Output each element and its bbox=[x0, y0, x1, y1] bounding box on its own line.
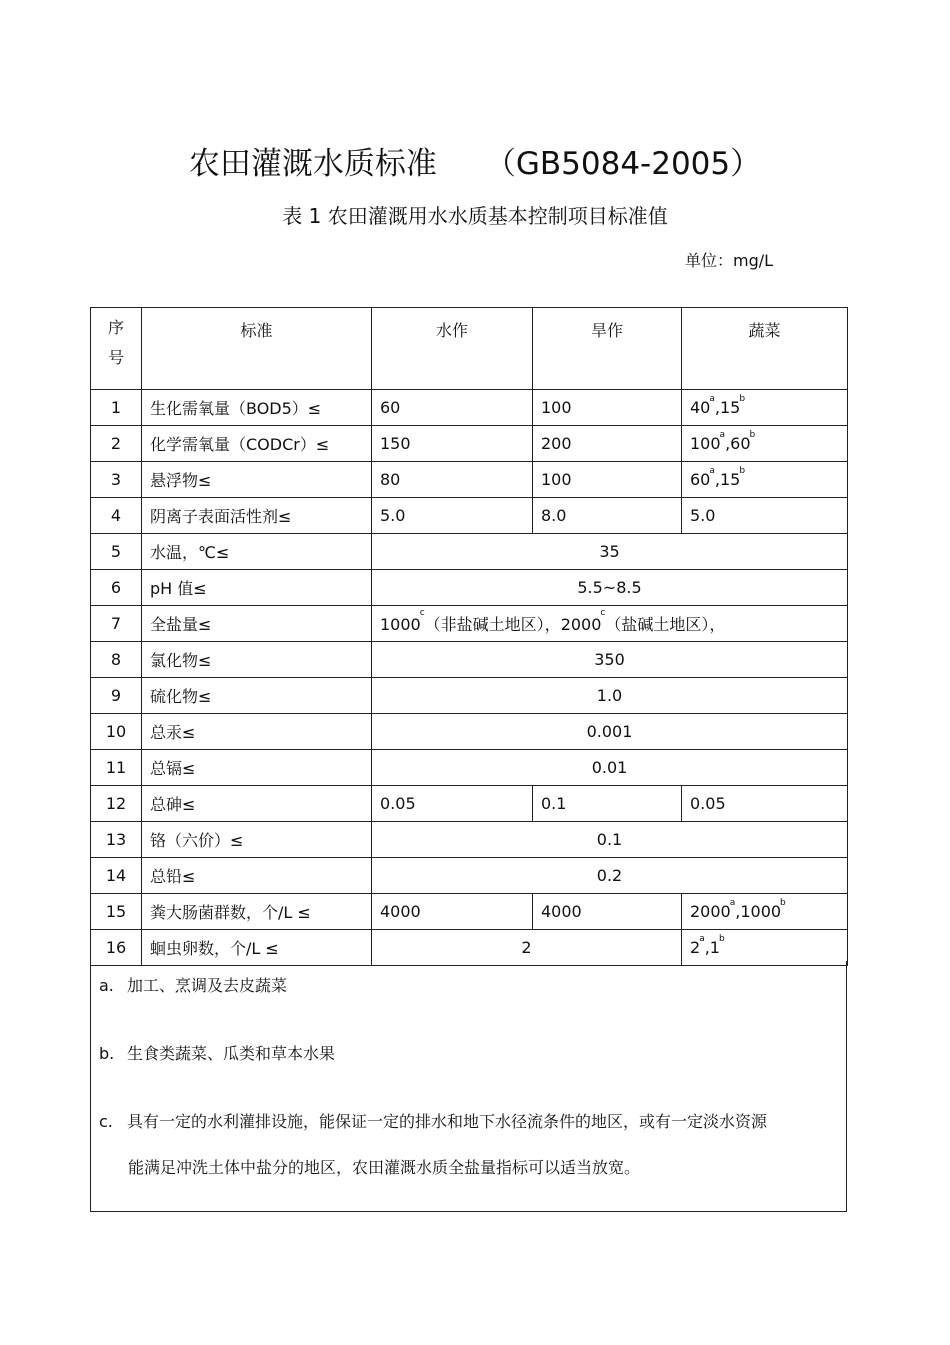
paddy-value: 4000 bbox=[372, 894, 533, 930]
row-number: 16 bbox=[91, 930, 142, 966]
row-number: 10 bbox=[91, 714, 142, 750]
table-row bbox=[91, 642, 848, 678]
header-seq: 序 号 bbox=[91, 308, 142, 390]
row-number: 8 bbox=[91, 642, 142, 678]
all-crops-value: 0.1 bbox=[372, 822, 848, 858]
row-number: 14 bbox=[91, 858, 142, 894]
row-number: 9 bbox=[91, 678, 142, 714]
row-item: 悬浮物≤ bbox=[142, 462, 372, 498]
table-row bbox=[91, 894, 848, 930]
table-row bbox=[91, 606, 848, 642]
all-crops-value: 0.001 bbox=[372, 714, 848, 750]
row-item: 生化需氧量（BOD5）≤ bbox=[142, 390, 372, 426]
row-item: 总铅≤ bbox=[142, 858, 372, 894]
row-number: 5 bbox=[91, 534, 142, 570]
table-notes bbox=[90, 961, 847, 1212]
note-text-continued: 能满足冲洗土体中盐分的地区，农田灌溉水质全盐量指标可以适当放宽。 bbox=[128, 1158, 641, 1177]
row-item: 蛔虫卵数，个/L ≤ bbox=[142, 930, 372, 966]
table-row bbox=[91, 390, 848, 426]
all-crops-value: 1000$^c$（非盐碱土地区），2000$^c$（盐碱土地区）， bbox=[372, 606, 848, 642]
dry-value: 0.1 bbox=[533, 786, 682, 822]
table-row bbox=[91, 570, 848, 606]
row-number: 12 bbox=[91, 786, 142, 822]
row-item: 铬（六价）≤ bbox=[142, 822, 372, 858]
row-number: 1 bbox=[91, 390, 142, 426]
all-crops-value: 5.5~8.5 bbox=[372, 570, 848, 606]
note-text: 加工、烹调及去皮蔬菜 bbox=[127, 976, 288, 995]
veg-value: 2000$^a$,1000$^b$ bbox=[682, 894, 848, 930]
paddy-value: 80 bbox=[372, 462, 533, 498]
table-row bbox=[91, 534, 848, 570]
row-number: 2 bbox=[91, 426, 142, 462]
note-b bbox=[99, 1042, 842, 1066]
dry-value: 4000 bbox=[533, 894, 682, 930]
header-dry: 旱作 bbox=[533, 308, 682, 390]
table-row bbox=[91, 498, 848, 534]
veg-value: 40$^a$,15$^b$ bbox=[682, 390, 848, 426]
row-item: 总砷≤ bbox=[142, 786, 372, 822]
page-title bbox=[0, 138, 950, 183]
note-label: b. bbox=[99, 1044, 115, 1063]
dry-value: 100 bbox=[533, 462, 682, 498]
table-row bbox=[91, 750, 848, 786]
row-item: 全盐量≤ bbox=[142, 606, 372, 642]
header-veg: 蔬菜 bbox=[682, 308, 848, 390]
dry-value: 200 bbox=[533, 426, 682, 462]
dry-value: 100 bbox=[533, 390, 682, 426]
all-crops-value: 350 bbox=[372, 642, 848, 678]
veg-value: 5.0 bbox=[682, 498, 848, 534]
row-item: 硫化物≤ bbox=[142, 678, 372, 714]
table-caption: 表 1 农田灌溉用水水质基本控制项目标准值 bbox=[282, 204, 668, 228]
table-row bbox=[91, 678, 848, 714]
paddy-value: 60 bbox=[372, 390, 533, 426]
row-number: 13 bbox=[91, 822, 142, 858]
row-number: 7 bbox=[91, 606, 142, 642]
row-number: 6 bbox=[91, 570, 142, 606]
title-main: 农田灌溉水质标准 bbox=[188, 146, 437, 182]
note-c bbox=[99, 1110, 842, 1180]
table-row bbox=[91, 858, 848, 894]
row-number: 11 bbox=[91, 750, 142, 786]
row-item: pH 值≤ bbox=[142, 570, 372, 606]
note-text: 具有一定的水利灌排设施，能保证一定的排水和地下水径流条件的地区，或有一定淡水资源 bbox=[127, 1112, 768, 1131]
row-item: 总汞≤ bbox=[142, 714, 372, 750]
table-row bbox=[91, 786, 848, 822]
row-item: 氯化物≤ bbox=[142, 642, 372, 678]
veg-value: 0.05 bbox=[682, 786, 848, 822]
header-paddy: 水作 bbox=[372, 308, 533, 390]
title-code: （GB5084-2005） bbox=[484, 146, 762, 182]
row-item: 总镉≤ bbox=[142, 750, 372, 786]
paddy-value: 5.0 bbox=[372, 498, 533, 534]
all-crops-value: 0.2 bbox=[372, 858, 848, 894]
all-crops-value: 35 bbox=[372, 534, 848, 570]
veg-value: 2$^a$,1$^b$ bbox=[682, 930, 848, 966]
paddy-value: 0.05 bbox=[372, 786, 533, 822]
table-header-row bbox=[91, 308, 848, 390]
header-standard: 标准 bbox=[142, 308, 372, 390]
table-row bbox=[91, 462, 848, 498]
row-item: 化学需氧量（CODCr）≤ bbox=[142, 426, 372, 462]
table-row bbox=[91, 714, 848, 750]
row-number: 15 bbox=[91, 894, 142, 930]
standards-table bbox=[90, 307, 848, 966]
veg-value: 60$^a$,15$^b$ bbox=[682, 462, 848, 498]
all-crops-value: 0.01 bbox=[372, 750, 848, 786]
row-number: 4 bbox=[91, 498, 142, 534]
note-text: 生食类蔬菜、瓜类和草本水果 bbox=[127, 1044, 336, 1063]
paddy-dry-value: 2 bbox=[372, 930, 682, 966]
dry-value: 8.0 bbox=[533, 498, 682, 534]
row-number: 3 bbox=[91, 462, 142, 498]
table-row bbox=[91, 822, 848, 858]
row-item: 粪大肠菌群数，个/L ≤ bbox=[142, 894, 372, 930]
note-label: a. bbox=[99, 976, 114, 995]
note-a bbox=[99, 974, 842, 998]
table-row bbox=[91, 426, 848, 462]
row-item: 水温，℃≤ bbox=[142, 534, 372, 570]
note-label: c. bbox=[99, 1112, 113, 1131]
veg-value: 100$^a$,60$^b$ bbox=[682, 426, 848, 462]
paddy-value: 150 bbox=[372, 426, 533, 462]
unit-label: 单位：mg/L bbox=[685, 251, 774, 270]
all-crops-value: 1.0 bbox=[372, 678, 848, 714]
row-item: 阴离子表面活性剂≤ bbox=[142, 498, 372, 534]
